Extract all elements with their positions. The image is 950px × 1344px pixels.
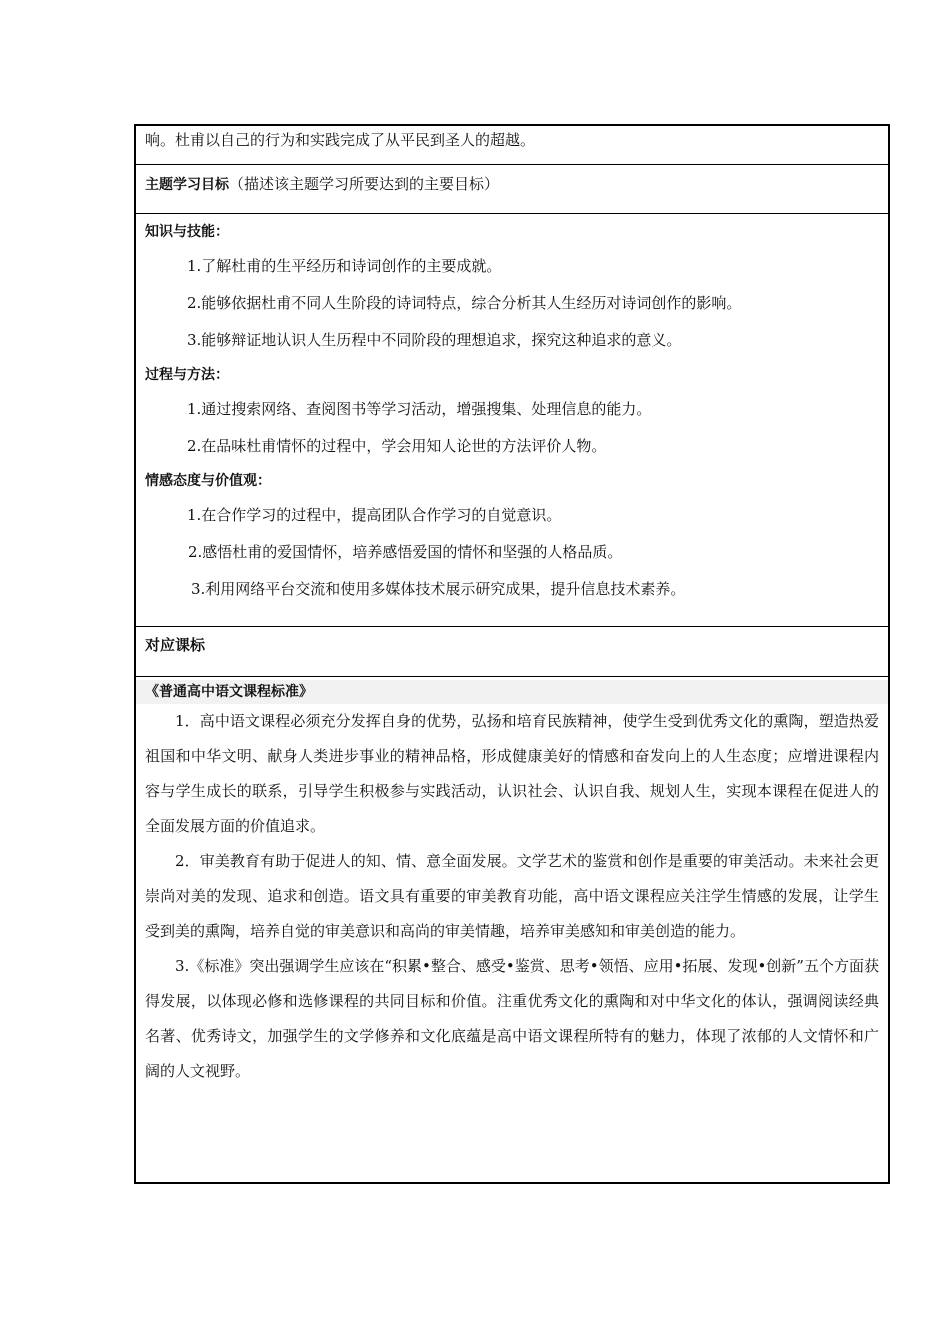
intro-continuation-text: 响。杜甫以自己的行为和实践完成了从平民到圣人的超越。	[145, 131, 536, 149]
intro-continuation-row	[136, 126, 888, 165]
standard-paragraph: 2．审美教育有助于促进人的知、情、意全面发展。文学艺术的鉴赏和创作是重要的审美活动。未来社会更崇尚对美的发现、追求和创造。语文具有重要的审美教育功能，高中语文课程应关注学生情感的发展，让学生受到美的熏陶，培养自觉的审美意识和高尚的审美情趣，培养审美感知和审美创造的能力。	[145, 852, 879, 940]
lesson-plan-table	[134, 124, 890, 1184]
goals-content-row	[136, 214, 888, 627]
process-item: 1.通过搜索网络、查阅图书等学习活动，增强搜集、处理信息的能力。	[187, 400, 652, 418]
goals-header-row	[136, 165, 888, 214]
standard-content-row	[136, 677, 888, 1182]
goals-header	[145, 165, 879, 204]
emotion-item: 3.利用网络平台交流和使用多媒体技术展示研究成果，提升信息技术素养。	[191, 580, 686, 598]
emotion-heading: 情感态度与价值观：	[145, 473, 271, 489]
knowledge-item: 1.了解杜甫的生平经历和诗词创作的主要成就。	[187, 257, 502, 275]
knowledge-heading: 知识与技能：	[145, 224, 229, 240]
standard-title: 《普通高中语文课程标准》	[136, 680, 888, 704]
goals-header-note: （描述该主题学习所要达到的主要目标）	[229, 175, 500, 193]
standard-paragraph: 3.《标准》突出强调学生应该在“积累•整合、感受•鉴赏、思考•领悟、应用•拓展、发现•创新”五个方面获得发展，以体现必修和选修课程的共同目标和价值。注重优秀文化的熏陶和对中华文化的体认，强调阅读经典名著、优秀诗文，加强学生的文学修养和文化底蕴是高中语文课程所特有的魅力，体现了浓郁的人文情怀和广阔的人文视野。	[145, 957, 879, 1080]
emotion-item: 2.感悟杜甫的爱国情怀，培养感悟爱国的情怀和坚强的人格品质。	[188, 543, 623, 561]
emotion-item: 1.在合作学习的过程中，提高团队合作学习的自觉意识。	[187, 506, 562, 524]
standard-header: 对应课标	[145, 636, 206, 654]
process-item: 2.在品味杜甫情怀的过程中，学会用知人论世的方法评价人物。	[187, 437, 607, 455]
process-heading: 过程与方法：	[145, 367, 229, 383]
goals-header-label: 主题学习目标	[145, 177, 229, 193]
standard-header-row	[136, 627, 888, 677]
standard-paragraph: 1．高中语文课程必须充分发挥自身的优势，弘扬和培育民族精神，使学生受到优秀文化的熏陶，塑造热爱祖国和中华文明、献身人类进步事业的精神品格，形成健康美好的情感和奋发向上的人生态度；应增进课程内容与学生成长的联系，引导学生积极参与实践活动，认识社会、认识自我、规划人生，实现本课程在促进人的全面发展方面的价值追求。	[145, 712, 879, 835]
knowledge-item: 2.能够依据杜甫不同人生阶段的诗词特点，综合分析其人生经历对诗词创作的影响。	[187, 294, 742, 312]
knowledge-item: 3.能够辩证地认识人生历程中不同阶段的理想追求，探究这种追求的意义。	[187, 331, 682, 349]
